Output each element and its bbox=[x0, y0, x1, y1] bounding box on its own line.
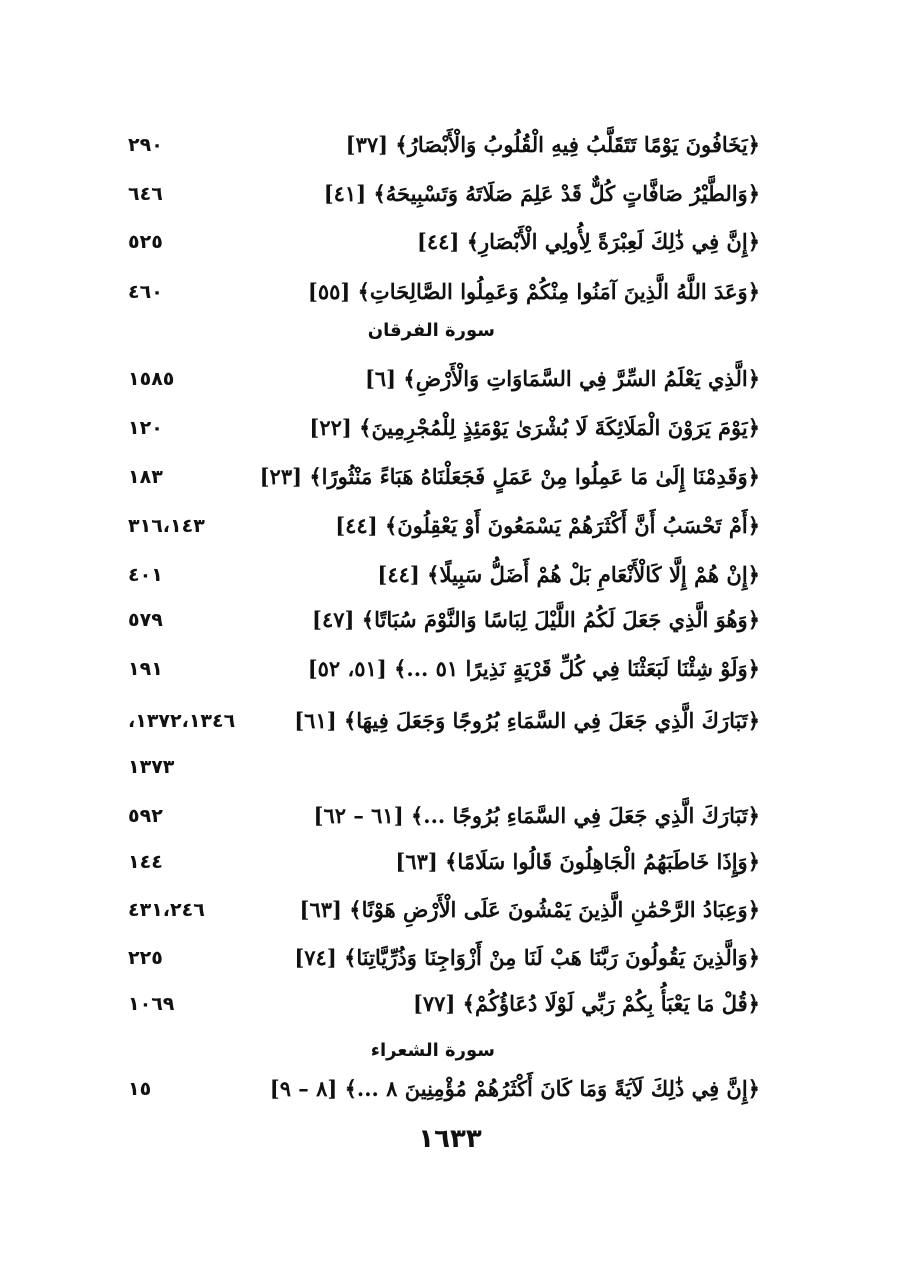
index-entry bbox=[0, 847, 900, 887]
index-entry bbox=[0, 462, 900, 502]
index-entry bbox=[0, 364, 900, 404]
index-entry bbox=[0, 989, 900, 1029]
index-entry bbox=[0, 413, 900, 453]
page-reference: ١٣٧٢،١٣٤٦، bbox=[128, 710, 236, 732]
ayah-text: ﴿الَّذِي يَعْلَمُ السِّرَّ فِي السَّمَاوَاتِ وَالْأَرْضِ﴾ [٦] bbox=[364, 366, 760, 391]
page-reference: ٦٤٦ bbox=[128, 183, 163, 205]
index-entry bbox=[0, 943, 900, 983]
ayah-text: ﴿إِنْ هُمْ إِلَّا كَالْأَنْعَامِ بَلْ هُمْ أَضَلُّ سَبِيلًا﴾ [٤٤] bbox=[377, 562, 760, 587]
page-reference: ٤٣١،٢٤٦ bbox=[128, 899, 205, 921]
surah-heading-furqan: سورة الفرقان bbox=[367, 320, 495, 341]
page-reference: ١٥٨٥ bbox=[128, 368, 175, 390]
ayah-text: ﴿يَخَافُونَ يَوْمًا تَتَقَلَّبُ فِيهِ الْقُلُوبُ وَالْأَبْصَارُ﴾ [٣٧] bbox=[345, 132, 760, 157]
page-number: ١٦٣٣ bbox=[418, 1124, 482, 1154]
ayah-text: ﴿قُلْ مَا يَعْبَأُ بِكُمْ رَبِّي لَوْلَا دُعَاؤُكُمْ﴾ [٧٧] bbox=[412, 991, 760, 1016]
index-entry bbox=[0, 605, 900, 645]
page-reference: ٢٢٥ bbox=[128, 947, 163, 969]
index-entry-continuation bbox=[0, 752, 900, 792]
index-entry bbox=[0, 179, 900, 219]
page-reference: ٥٢٥ bbox=[128, 231, 163, 253]
index-entry bbox=[0, 801, 900, 841]
ayah-text: ﴿تَبَارَكَ الَّذِي جَعَلَ فِي السَّمَاءِ بُرُوجًا وَجَعَلَ فِيهَا﴾ [٦١] bbox=[294, 708, 760, 733]
ayah-text: ﴿وَهُوَ الَّذِي جَعَلَ لَكُمُ اللَّيْلَ لِبَاسًا وَالنَّوْمَ سُبَاتًا﴾ [٤٧] bbox=[312, 607, 760, 632]
index-entry bbox=[0, 130, 900, 170]
page-reference: ١٤٤ bbox=[128, 851, 163, 873]
index-entry bbox=[0, 227, 900, 267]
page-reference: ٥٩٢ bbox=[128, 805, 163, 827]
ayah-text: ﴿إِنَّ فِي ذَٰلِكَ لَآيَةً وَمَا كَانَ أَكْثَرُهُمْ مُؤْمِنِينَ ٨ ...﴾ [٨ – ٩] bbox=[269, 1076, 760, 1101]
index-entry bbox=[0, 277, 900, 317]
page-reference: ٤٦٠ bbox=[128, 281, 163, 303]
ayah-text: ﴿وَالَّذِينَ يَقُولُونَ رَبَّنَا هَبْ لَنَا مِنْ أَزْوَاجِنَا وَذُرِّيَّاتِنَا﴾ [٧٤] bbox=[294, 945, 760, 970]
page-reference: ١٨٣ bbox=[128, 466, 163, 488]
surah-heading-shuara: سورة الشعراء bbox=[370, 1040, 495, 1061]
ayah-text: ﴿وَالطَّيْرُ صَافَّاتٍ كُلٌّ قَدْ عَلِمَ صَلَاتَهُ وَتَسْبِيحَهُ﴾ [٤١] bbox=[323, 181, 760, 206]
page-reference: ٥٧٩ bbox=[128, 609, 163, 631]
index-entry bbox=[0, 1074, 900, 1114]
ayah-text: ﴿وَعِبَادُ الرَّحْمَٰنِ الَّذِينَ يَمْشُونَ عَلَى الْأَرْضِ هَوْنًا﴾ [٦٣] bbox=[299, 897, 760, 922]
page-reference: ١٣٧٣ bbox=[128, 756, 175, 778]
page-reference: ١٥ bbox=[128, 1078, 152, 1100]
index-entry bbox=[0, 895, 900, 935]
page-reference: ١٠٦٩ bbox=[128, 993, 175, 1015]
page-reference: ٣١٦،١٤٣ bbox=[128, 515, 205, 537]
ayah-text: ﴿وَقَدِمْنَا إِلَىٰ مَا عَمِلُوا مِنْ عَمَلٍ فَجَعَلْنَاهُ هَبَاءً مَنْثُورًا﴾ [٢٣] bbox=[259, 464, 760, 489]
page-reference: ٤٠١ bbox=[128, 564, 163, 586]
index-entry bbox=[0, 654, 900, 694]
page-reference: ٢٩٠ bbox=[128, 134, 163, 156]
ayah-text: ﴿أَمْ تَحْسَبُ أَنَّ أَكْثَرَهُمْ يَسْمَعُونَ أَوْ يَعْقِلُونَ﴾ [٤٤] bbox=[335, 513, 760, 538]
ayah-text: ﴿تَبَارَكَ الَّذِي جَعَلَ فِي السَّمَاءِ بُرُوجًا ...﴾ [٦١ – ٦٢] bbox=[313, 803, 760, 828]
index-entry bbox=[0, 511, 900, 551]
ayah-text: ﴿يَوْمَ يَرَوْنَ الْمَلَائِكَةَ لَا بُشْرَىٰ يَوْمَئِذٍ لِلْمُجْرِمِينَ﴾ [٢٢] bbox=[309, 415, 760, 440]
page-reference: ١٩١ bbox=[128, 658, 163, 680]
index-entry bbox=[0, 706, 900, 746]
ayah-text: ﴿إِنَّ فِي ذَٰلِكَ لَعِبْرَةً لِأُولِي الْأَبْصَارِ﴾ [٤٤] bbox=[416, 229, 760, 254]
index-entry bbox=[0, 560, 900, 600]
ayah-text: ﴿وَلَوْ شِئْنَا لَبَعَثْنَا فِي كُلِّ قَرْيَةٍ نَذِيرًا ٥١ ...﴾ [٥١، ٥٢] bbox=[307, 656, 760, 681]
page-reference: ١٢٠ bbox=[128, 417, 163, 439]
ayah-text: ﴿وَعَدَ اللَّهُ الَّذِينَ آمَنُوا مِنْكُمْ وَعَمِلُوا الصَّالِحَاتِ﴾ [٥٥] bbox=[307, 279, 760, 304]
ayah-text: ﴿وَإِذَا خَاطَبَهُمُ الْجَاهِلُونَ قَالُوا سَلَامًا﴾ [٦٣] bbox=[395, 849, 760, 874]
